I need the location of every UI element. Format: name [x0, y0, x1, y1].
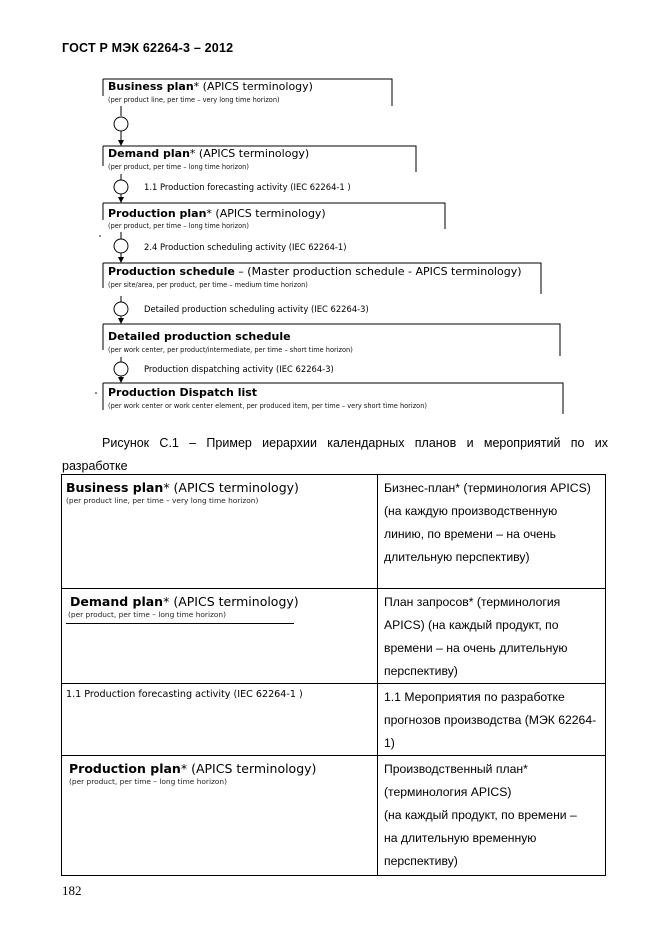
diagram-box-production-schedule-subtitle: (per site/area, per product, per time – medium time horizon) [108, 281, 308, 289]
diagram-box-production-plan-subtitle: (per product, per time – long time horizon) [108, 222, 249, 230]
row-english-title: Business plan* (APICS terminology) [66, 480, 299, 495]
table-cell-russian: План запросов* (терминология APICS) (на каждый продукт, по времени – на очень длительную перспективу) [378, 589, 606, 684]
diagram-box-business-plan-subtitle: (per product line, per time – very long time horizon) [108, 96, 280, 104]
table-cell-english [62, 475, 378, 589]
diagram-activity-scheduling: 2.4 Production scheduling activity (IEC 62264-1) [144, 242, 347, 252]
row-english-title: Demand plan* (APICS terminology) [70, 594, 299, 609]
diagram-box-detailed-schedule-title: Detailed production schedule [108, 330, 291, 343]
diagram-activity-forecasting: 1.1 Production forecasting activity (IEC 62264-1 ) [144, 182, 351, 192]
diagram-box-detailed-schedule-subtitle: (per work center, per product/intermediate, per time – short time horizon) [108, 346, 353, 354]
figure-caption: Рисунок С.1 – Пример иерархии календарных планов и мероприятий по их разработке [62, 436, 608, 473]
ru-line: на длительную временную [384, 831, 537, 845]
diagram-box-dispatch-list-subtitle: (per work center or work center element, per produced item, per time – very short time horizon) [108, 402, 427, 410]
diagram-box-business-plan-title: Business plan* (APICS terminology) [108, 80, 313, 93]
diagram-box-production-schedule-title: Production schedule – (Master production schedule - APICS terminology) [108, 265, 522, 278]
table-cell-russian: Бизнес-план* (терминология APICS) (на каждую производственную линию, по времени – на очень длительную перспективу) [378, 475, 606, 589]
table-cell-english [62, 756, 378, 876]
diagram-box-production-plan-title: Production plan* (APICS terminology) [108, 207, 326, 220]
table-row [62, 756, 606, 876]
diagram-box-dispatch-list-title: Production Dispatch list [108, 386, 258, 399]
row-english-subtitle: (per product line, per time – very long time horizon) [66, 496, 259, 505]
row-english-title: Production plan* (APICS terminology) [69, 761, 317, 776]
diagram-activity-detailed-scheduling: Detailed production scheduling activity (IEC 62264-3) [144, 304, 369, 314]
translation-table [61, 474, 606, 876]
table-cell-english [62, 684, 378, 756]
ru-line: (терминология APICS) [384, 785, 512, 799]
row-english-subtitle: (per product, per time – long time horizon) [69, 777, 227, 786]
diagram-activity-dispatching: Production dispatching activity (IEC 62264-3) [144, 364, 334, 374]
page-number: 182 [62, 883, 82, 898]
diagram-box-demand-plan-subtitle: (per product, per time – long time horizon) [108, 163, 249, 171]
underline-divider [66, 623, 294, 624]
table-row [62, 684, 606, 756]
ru-line: перспективу) [384, 854, 458, 868]
table-cell-russian: 1.1 Мероприятия по разработке прогнозов производства (МЭК 62264-1) [378, 684, 606, 756]
row-english-subtitle: (per product, per time – long time horizon) [68, 610, 226, 619]
row-english-activity: 1.1 Production forecasting activity (IEC 62264-1 ) [66, 689, 303, 700]
ru-line: Производственный план* [384, 762, 528, 776]
table-row [62, 475, 606, 589]
document-header: ГОСТ Р МЭК 62264-3 – 2012 [62, 41, 234, 55]
planning-hierarchy-diagram [0, 0, 662, 430]
ru-line: (на каждый продукт, по времени – [384, 808, 577, 822]
table-cell-english [62, 589, 378, 684]
table-row [62, 589, 606, 684]
diagram-box-demand-plan-title: Demand plan* (APICS terminology) [108, 147, 310, 160]
table-cell-russian [378, 756, 606, 876]
